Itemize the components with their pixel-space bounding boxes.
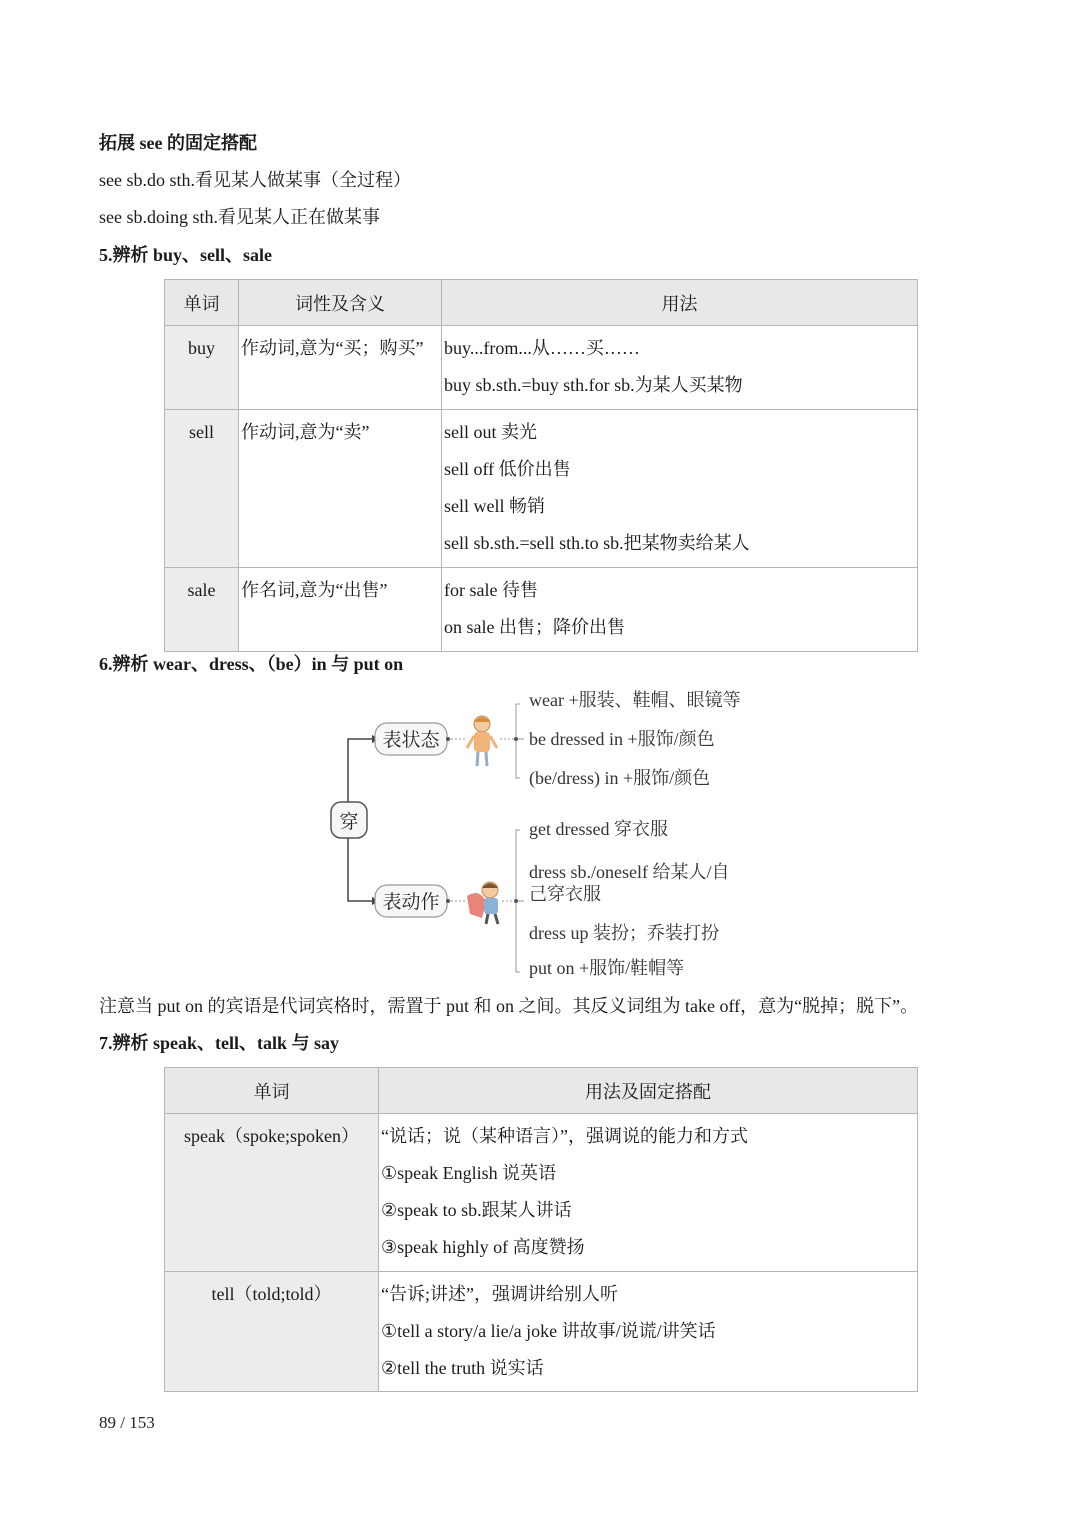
table-header-row <box>165 1068 918 1114</box>
see-line-2: see sb.doing sth.看见某人正在做某事 <box>99 207 380 227</box>
usage-line: ②speak to sb.跟某人讲话 <box>381 1200 572 1220</box>
usage-line: sell well 畅销 <box>444 496 545 516</box>
word-cell <box>165 410 239 568</box>
table-row <box>165 326 918 410</box>
meaning-cell <box>239 326 442 410</box>
usage-line: ①tell a story/a lie/a joke 讲故事/说谎/讲笑话 <box>381 1321 716 1341</box>
wear-dress-diagram <box>320 682 780 982</box>
header-meaning: 词性及含义 <box>239 280 442 326</box>
usage-cell <box>442 568 918 652</box>
usage-line: “告诉;讲述”，强调讲给别人听 <box>381 1284 618 1304</box>
word-text: tell（told;told） <box>211 1284 332 1304</box>
table-header-row <box>165 280 918 326</box>
meaning-cell <box>239 568 442 652</box>
word-text: buy <box>188 338 215 358</box>
meaning-text: 作动词,意为“卖” <box>241 422 370 442</box>
meaning-text: 作名词,意为“出售” <box>241 580 388 600</box>
usage-line: “说话；说（某种语言）”，强调说的能力和方式 <box>381 1126 748 1146</box>
action-item: 己穿衣服 <box>529 884 601 904</box>
header-usage: 用法 <box>442 280 918 326</box>
usage-line: buy...from...从……买…… <box>444 338 640 358</box>
word-text: speak（spoke;spoken） <box>184 1126 359 1146</box>
action-item: get dressed 穿衣服 <box>529 819 668 839</box>
sec6-note: 注意当 put on 的宾语是代词宾格时，需置于 put 和 on 之间。其反义词组为 take off，意为“脱掉；脱下”。 <box>99 996 919 1016</box>
header-word: 单词 <box>165 280 239 326</box>
word-cell <box>165 1114 379 1272</box>
word-cell <box>165 326 239 410</box>
usage-cell <box>379 1272 918 1392</box>
speak-tell-table <box>164 1067 918 1392</box>
usage-line: ①speak English 说英语 <box>381 1163 557 1183</box>
state-item: (be/dress) in +服饰/颜色 <box>529 768 711 788</box>
state-item: wear +服装、鞋帽、眼镜等 <box>529 690 741 710</box>
usage-line: sell out 卖光 <box>444 422 537 442</box>
meaning-text: 作动词,意为“买；购买” <box>241 338 424 358</box>
usage-line: buy sb.sth.=buy sth.for sb.为某人买某物 <box>444 375 743 395</box>
action-item: put on +服饰/鞋帽等 <box>529 958 685 978</box>
usage-line: ②tell the truth 说实话 <box>381 1358 544 1378</box>
word-cell <box>165 568 239 652</box>
usage-cell <box>442 326 918 410</box>
usage-line: ③speak highly of 高度赞扬 <box>381 1237 585 1257</box>
see-heading: 拓展 see 的固定搭配 <box>99 133 257 153</box>
usage-line: for sale 待售 <box>444 580 538 600</box>
state-item: be dressed in +服饰/颜色 <box>529 729 715 749</box>
page-number: 89 / 153 <box>99 1413 155 1432</box>
usage-line: sell off 低价出售 <box>444 459 571 479</box>
word-cell <box>165 1272 379 1392</box>
dressing-child-icon <box>467 882 498 924</box>
usage-cell <box>379 1114 918 1272</box>
table-row <box>165 1272 918 1392</box>
action-label: 表动作 <box>382 891 440 913</box>
action-item: dress sb./oneself 给某人/自 <box>529 862 730 882</box>
sec7-heading: 7.辨析 speak、tell、talk 与 say <box>99 1033 340 1053</box>
root-label: 穿 <box>339 811 359 833</box>
sec6-heading: 6.辨析 wear、dress、（be）in 与 put on <box>99 654 404 674</box>
word-text: sell <box>189 422 214 442</box>
buy-sell-sale-table <box>164 279 918 652</box>
usage-line: sell sb.sth.=sell sth.to sb.把某物卖给某人 <box>444 533 750 553</box>
header-usage: 用法及固定搭配 <box>379 1068 918 1114</box>
usage-cell <box>442 410 918 568</box>
word-text: sale <box>187 580 216 600</box>
sec5-heading: 5.辨析 buy、sell、sale <box>99 245 273 265</box>
header-word: 单词 <box>165 1068 379 1114</box>
standing-child-icon <box>467 716 497 766</box>
meaning-cell <box>239 410 442 568</box>
see-line-1: see sb.do sth.看见某人做某事（全过程） <box>99 170 411 190</box>
state-label: 表状态 <box>382 729 440 751</box>
table-row <box>165 410 918 568</box>
action-item: dress up 装扮；乔装打扮 <box>529 923 719 943</box>
table-row <box>165 1114 918 1272</box>
table-row <box>165 568 918 652</box>
usage-line: on sale 出售；降价出售 <box>444 617 625 637</box>
